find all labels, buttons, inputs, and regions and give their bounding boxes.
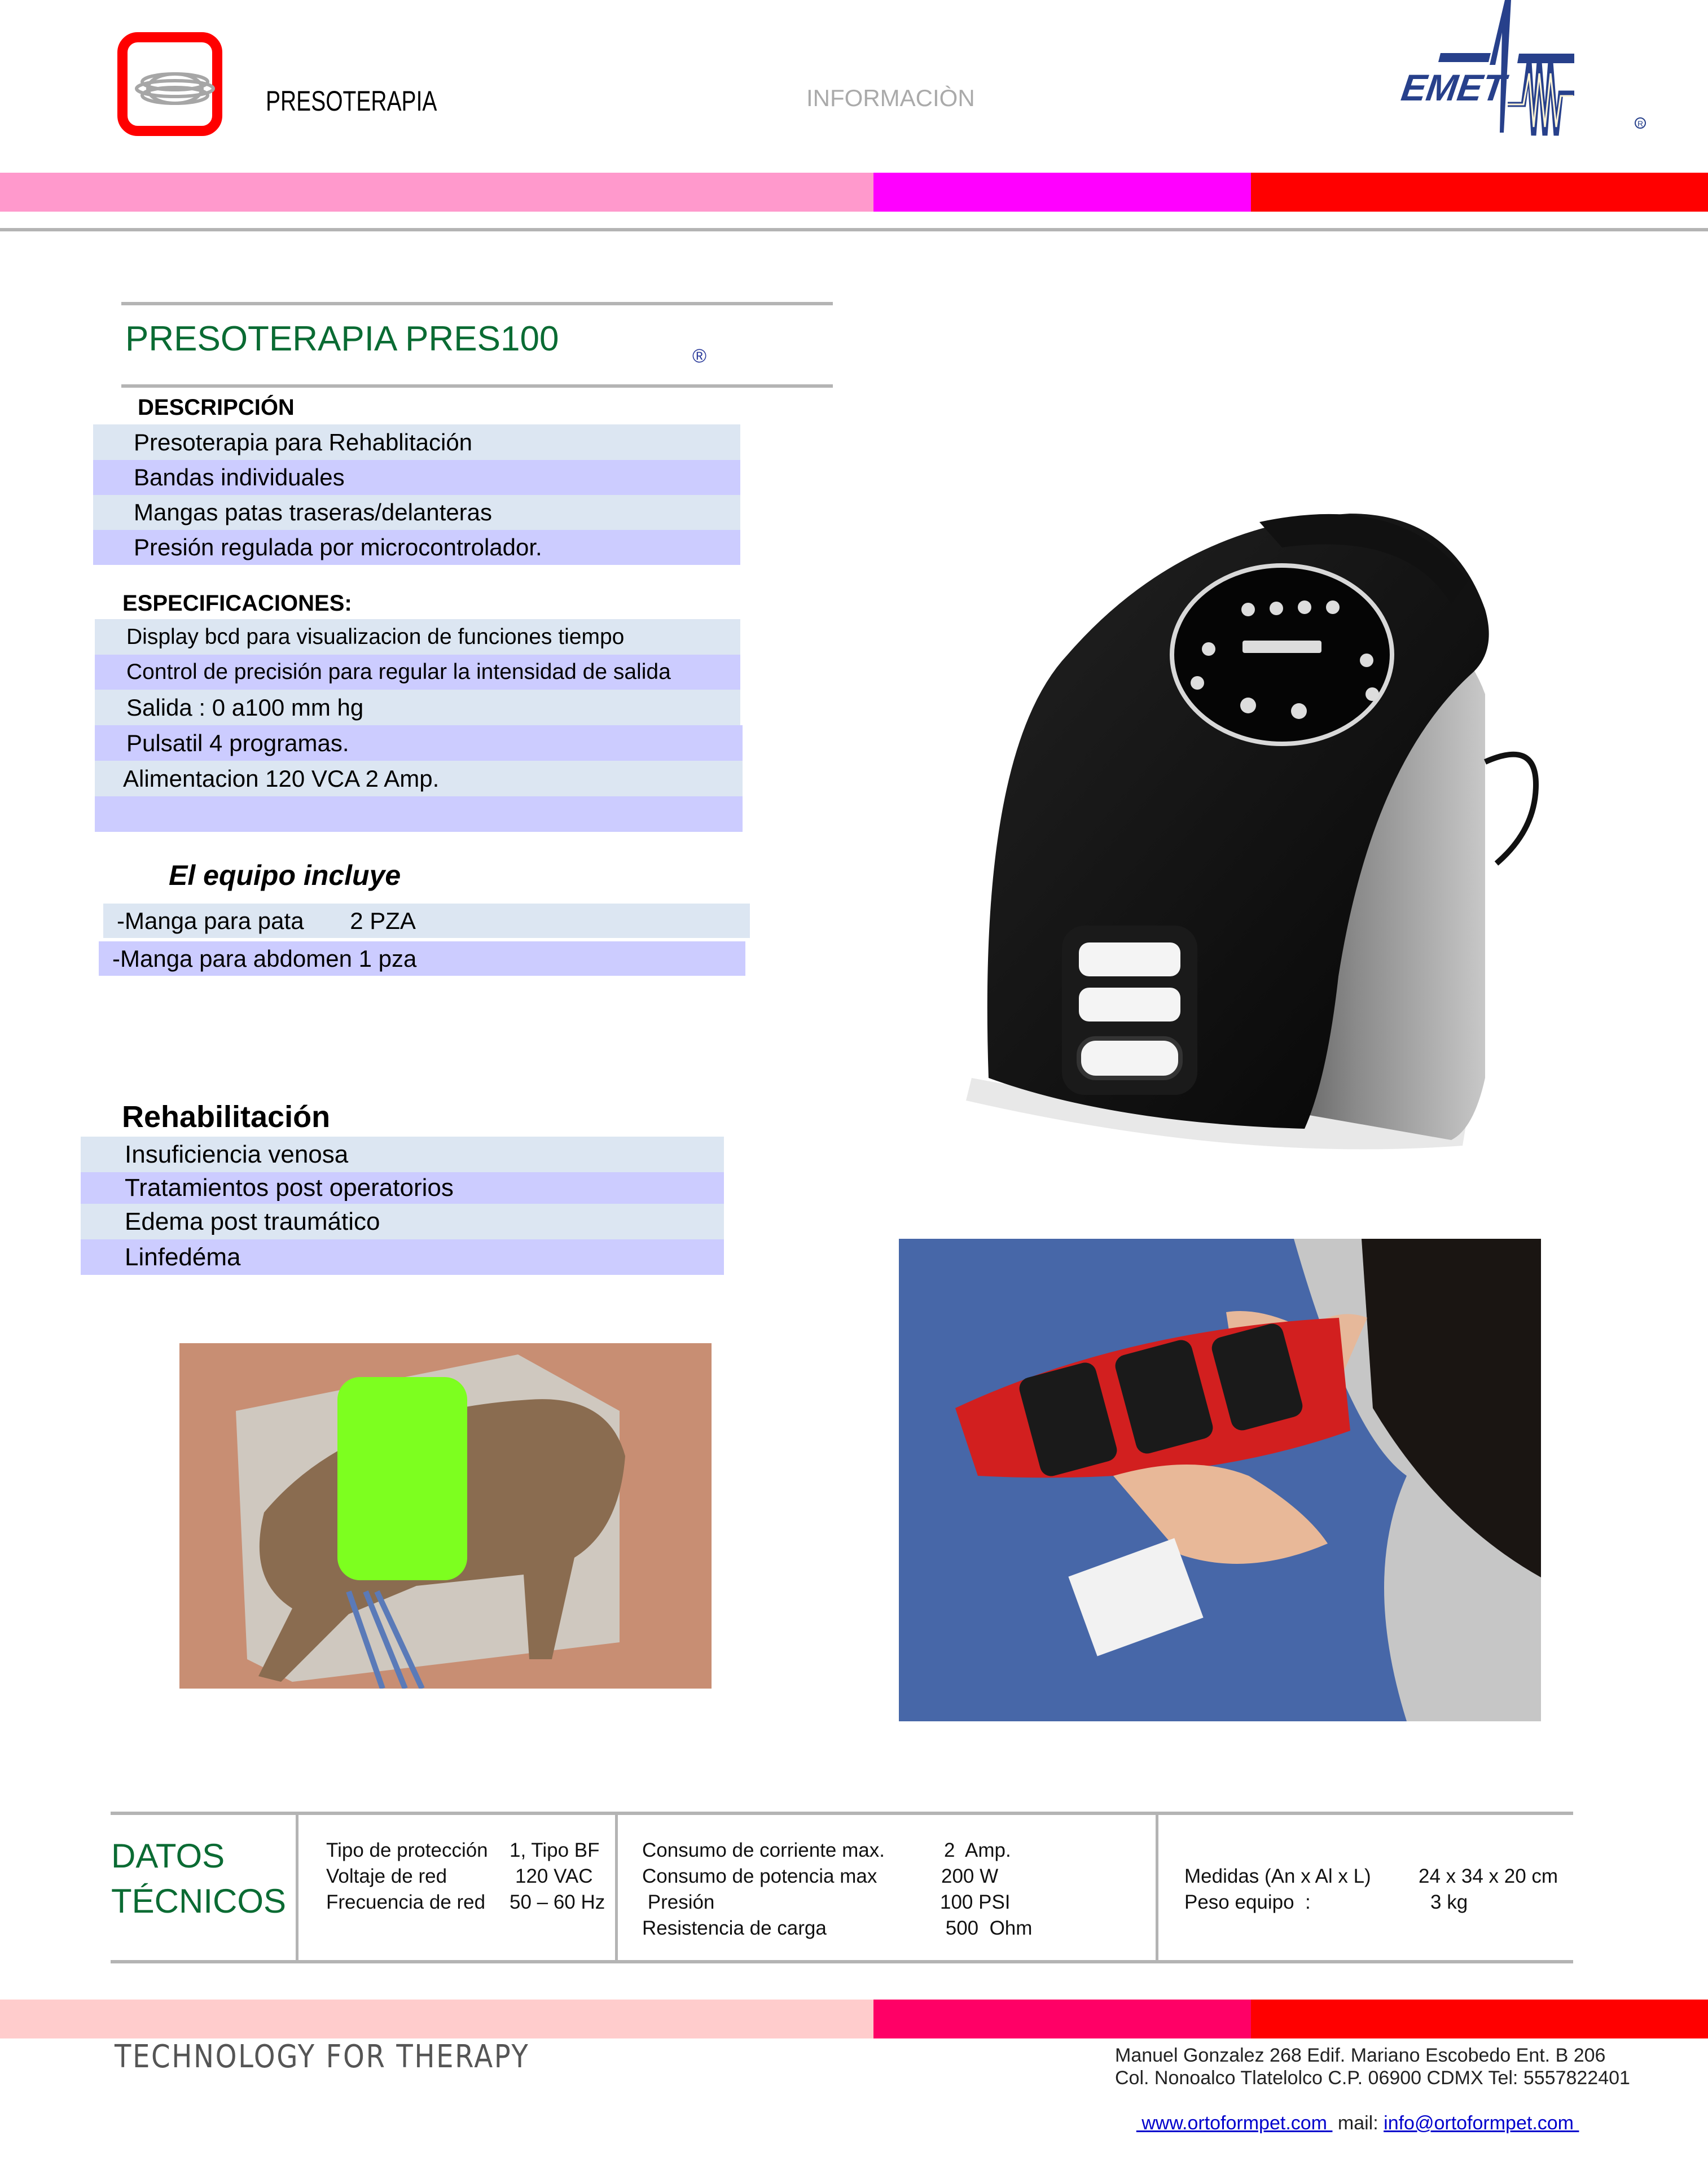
- list-item: Insuficiencia venosa: [81, 1137, 724, 1172]
- list-item: Tratamientos post operatorios: [81, 1172, 724, 1204]
- list-item: -Manga para pata 2 PZA: [103, 904, 750, 938]
- datos-row: [642, 1838, 1032, 1864]
- datos-value: 1, Tipo BF: [510, 1839, 600, 1861]
- datos-bottom-rule: [111, 1960, 1573, 1963]
- datos-label: Presión: [642, 1891, 715, 1913]
- bottom-bar-crimson: [873, 2000, 1251, 2038]
- product-title: PRESOTERAPIA PRES100: [125, 319, 559, 358]
- datos-value: 120 VAC: [515, 1865, 593, 1887]
- datos-value: 24 x 34 x 20 cm: [1419, 1865, 1558, 1887]
- pressotherapy-coil-icon: [132, 66, 218, 111]
- datos-col2: [642, 1838, 1032, 1941]
- contact-block: [1115, 2044, 1630, 2157]
- bottom-bar-pink: [0, 2000, 873, 2038]
- datos-divider: [615, 1813, 618, 1962]
- datos-row: [326, 1889, 605, 1915]
- datos-label: Medidas (An x Al x L): [1184, 1865, 1371, 1887]
- datos-value: 500 Ohm: [940, 1917, 1033, 1939]
- datos-value: 100 PSI: [940, 1891, 1011, 1913]
- section-logo: [117, 32, 222, 136]
- list-item: Presoterapia para Rehablitación: [93, 424, 740, 460]
- description-heading: DESCRIPCIÓN: [138, 395, 295, 420]
- datos-label: Frecuencia de red: [326, 1891, 486, 1913]
- mail-label: mail:: [1332, 2112, 1384, 2134]
- pressotherapy-device-photo: [943, 468, 1542, 1185]
- list-item: -Manga para abdomen 1 pza: [99, 941, 745, 976]
- address-line-2: Col. Nonoalco Tlatelolco C.P. 06900 CDMX Tel: 5557822401: [1115, 2067, 1630, 2089]
- list-item: Control de precisión para regular la intensidad de salida: [95, 655, 740, 690]
- datos-value: 50 – 60 Hz: [510, 1891, 605, 1913]
- datos-heading-line1: DATOS: [111, 1837, 225, 1875]
- datos-row: [326, 1838, 605, 1864]
- top-bar-pink: [0, 173, 873, 212]
- rehabilitation-heading: Rehabilitación: [122, 1100, 331, 1134]
- datos-heading-line2: TÉCNICOS: [111, 1882, 287, 1920]
- datos-divider: [296, 1813, 298, 1962]
- svg-text:EMET: EMET: [1398, 67, 1508, 109]
- dog-leg-sleeve-photo: [899, 1239, 1541, 1721]
- emet-ecg-logo-icon: [1360, 0, 1653, 138]
- datos-label: Tipo de protección: [326, 1839, 488, 1861]
- datos-row: [326, 1864, 605, 1889]
- datos-row: [642, 1864, 1032, 1889]
- datos-top-rule: [111, 1812, 1573, 1815]
- emet-logo: [1360, 0, 1653, 138]
- dog-abdomen-sleeve-photo: [179, 1343, 712, 1689]
- address-line-1: Manuel Gonzalez 268 Edif. Mariano Escobedo Ent. B 206: [1115, 2045, 1606, 2066]
- list-item: Bandas individuales: [93, 460, 740, 495]
- list-item-empty: [95, 796, 743, 832]
- list-item: Salida : 0 a100 mm hg: [95, 690, 740, 725]
- website-link[interactable]: www.ortoformpet.com: [1136, 2112, 1333, 2134]
- bottom-bar-red: [1251, 2000, 1708, 2038]
- datos-col1: [326, 1838, 605, 1915]
- datos-label: Peso equipo :: [1184, 1891, 1311, 1913]
- datos-value: 2 Amp.: [944, 1839, 1011, 1861]
- includes-heading: El equipo incluye: [169, 860, 401, 891]
- datos-row: [642, 1889, 1032, 1915]
- title-bottom-rule: [121, 384, 833, 388]
- datos-label: Resistencia de carga: [642, 1917, 827, 1939]
- title-top-rule: [121, 302, 833, 305]
- top-bar-red: [1251, 173, 1708, 212]
- datos-label: Consumo de corriente max.: [642, 1839, 885, 1861]
- datos-divider: [1156, 1813, 1158, 1962]
- datos-col3: [1184, 1864, 1558, 1915]
- datos-heading: [111, 1834, 286, 1924]
- list-item: Mangas patas traseras/delanteras: [93, 495, 740, 530]
- list-item: Edema post traumático: [81, 1204, 724, 1239]
- datos-row: [1184, 1864, 1558, 1889]
- list-item: Pulsatil 4 programas.: [95, 725, 743, 761]
- svg-text:R: R: [1637, 119, 1644, 128]
- info-label: INFORMACIÒN: [806, 85, 975, 111]
- datos-value: 3 kg: [1430, 1891, 1468, 1913]
- datos-value: 200 W: [941, 1865, 999, 1887]
- list-item: Display bcd para visualizacion de funciones tiempo: [95, 619, 740, 655]
- datos-label: Voltaje de red: [326, 1865, 447, 1887]
- email-link[interactable]: info@ortoformpet.com: [1384, 2112, 1579, 2134]
- datos-row: [1184, 1889, 1558, 1915]
- header-divider: [0, 228, 1708, 231]
- list-item: Alimentacion 120 VCA 2 Amp.: [95, 761, 743, 796]
- datos-row: [642, 1915, 1032, 1941]
- specifications-heading: ESPECIFICACIONES:: [122, 591, 352, 616]
- datos-label: Consumo de potencia max: [642, 1865, 877, 1887]
- top-bar-magenta: [873, 173, 1251, 212]
- registered-mark: ®: [692, 345, 707, 367]
- list-item: Presión regulada por microcontrolador.: [93, 530, 740, 565]
- list-item: Linfedéma: [81, 1239, 724, 1275]
- tagline: TECHNOLOGY FOR THERAPY: [115, 2038, 530, 2075]
- section-title: PRESOTERAPIA: [266, 85, 437, 117]
